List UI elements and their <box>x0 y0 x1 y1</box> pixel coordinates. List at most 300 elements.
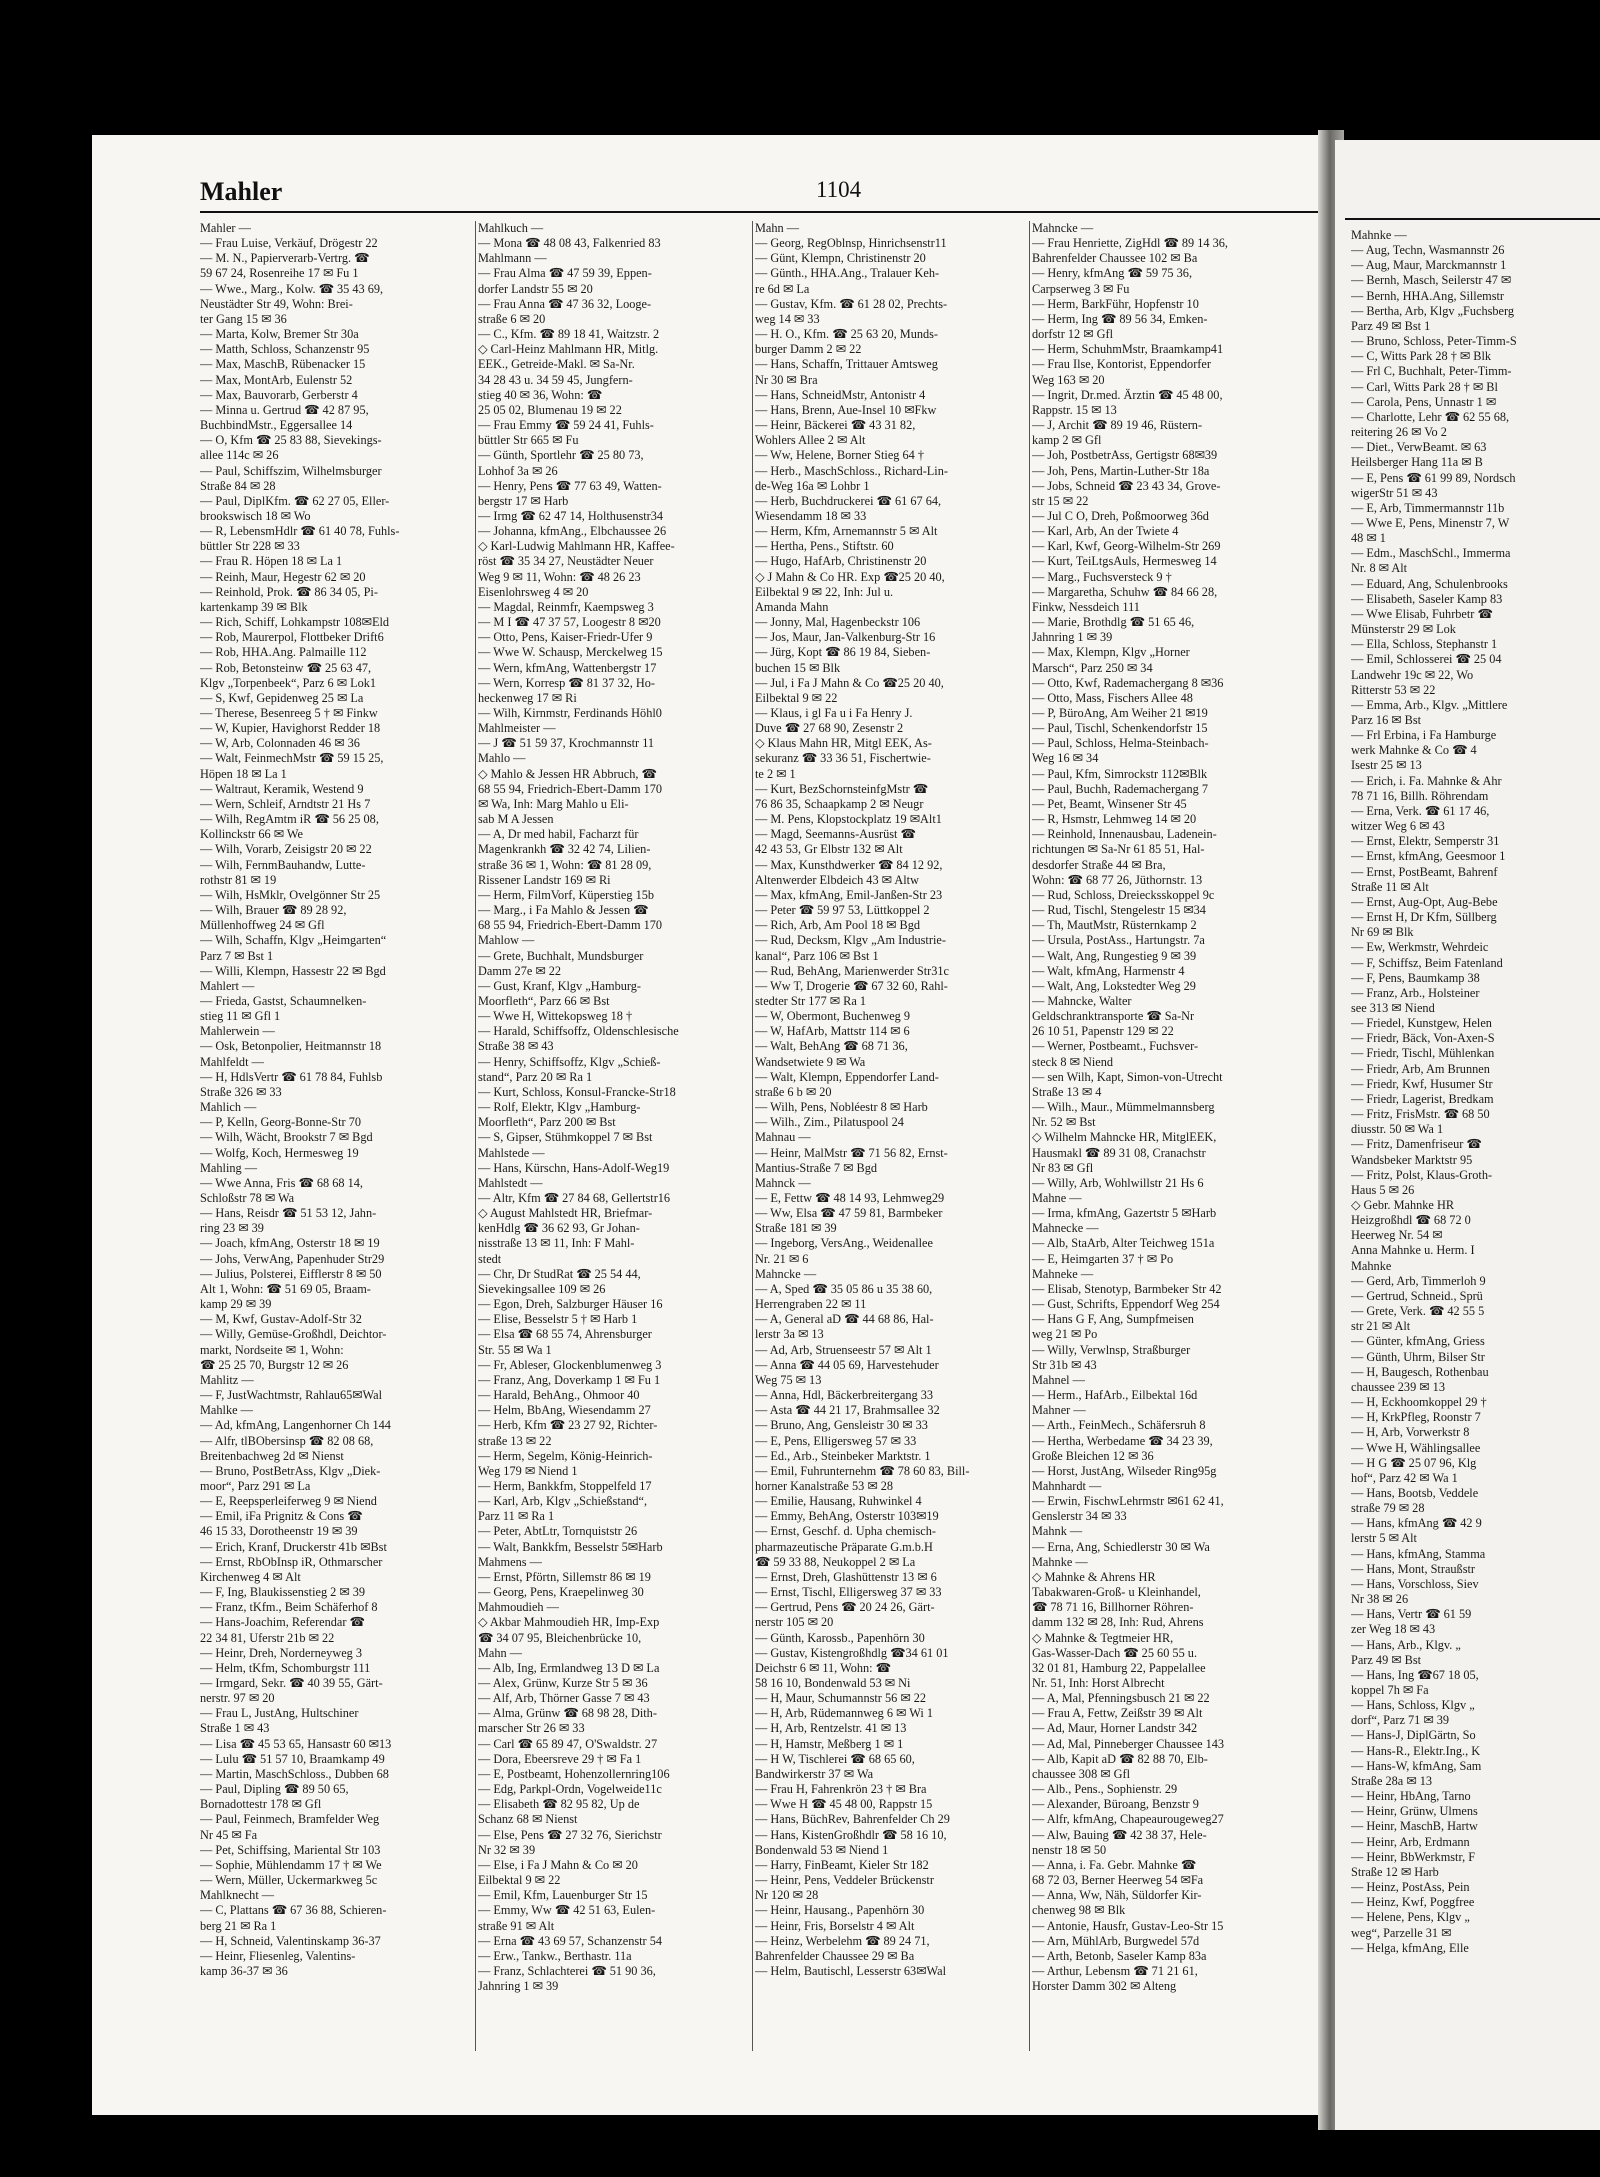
directory-entry-line: — Wilh, RegAmtm iR ☎ 56 25 08, <box>200 812 379 827</box>
directory-entry-line: — Ernst, RbObInsp iR, Othmarscher <box>200 1554 383 1569</box>
directory-entry-line: — Heinr, Fris, Borselstr 4 ✉ Alt <box>755 1918 915 1933</box>
directory-entry-line: — Hans, kfmAng, Stamma <box>1351 1546 1486 1561</box>
directory-entry-line: — Erich, i. Fa. Mahnke & Ahr <box>1351 773 1502 788</box>
directory-entry-line: — Emmy, Ww ☎ 42 51 63, Eulen- <box>478 1903 656 1918</box>
directory-entry-line: — Helm, Bautischl, Lesserstr 63✉Wal <box>755 1963 946 1978</box>
directory-entry-line: Wandsetwiete 9 ✉ Wa <box>755 1054 866 1069</box>
directory-column-3 <box>755 221 1031 1979</box>
directory-entry-line: Alt 1, Wohn: ☎ 51 69 05, Braam- <box>200 1281 371 1296</box>
directory-entry-line: Mahnke — <box>1032 1554 1088 1569</box>
directory-entry-line: — Heinr, Fliesenleg, Valentins- <box>200 1948 356 1963</box>
directory-entry-line: — Margaretha, Schuhw ☎ 84 66 28, <box>1032 584 1218 599</box>
directory-entry-line: zer Weg 18 ✉ 43 <box>1351 1622 1436 1637</box>
directory-entry-line: Heizgroßhdl ☎ 68 72 0 <box>1351 1213 1471 1228</box>
directory-entry-line: diusstr. 50 ✉ Wa 1 <box>1351 1122 1444 1137</box>
directory-entry-line: — A, General aD ☎ 44 68 86, Hal- <box>755 1312 934 1327</box>
directory-entry-line: — Gertrud, Schneid., Sprü <box>1351 1288 1483 1303</box>
directory-entry-line: stand“, Parz 20 ✉ Ra 1 <box>478 1069 593 1084</box>
directory-entry-line: Damm 27e ✉ 22 <box>478 963 562 978</box>
directory-entry-line: — Herm, BarkFühr, Hopfenstr 10 <box>1032 296 1199 311</box>
directory-entry-line: — Paul, DiplKfm. ☎ 62 27 05, Eller- <box>200 493 390 508</box>
directory-entry-line: — Ursula, PostAss., Hartungstr. 7a <box>1032 933 1205 948</box>
directory-entry-line: Parz 16 ✉ Bst <box>1351 713 1422 727</box>
directory-entry-line: Mahmens — <box>478 1554 542 1569</box>
directory-entry-line: — Heinr, Hausang., Papenhörn 30 <box>755 1903 925 1918</box>
directory-entry-line: Ritterstr 53 ✉ 22 <box>1351 682 1436 697</box>
directory-entry-line: — Helm, BbAng, Wiesendamm 27 <box>478 1403 651 1418</box>
directory-entry-line: — Kurt, BezSchornsteinfgMstr ☎ <box>755 781 929 796</box>
directory-entry-line: Nr. 8 ✉ Alt <box>1351 561 1408 576</box>
directory-entry-line: Mantius-Straße 7 ✉ Bgd <box>755 1160 877 1175</box>
directory-entry-line: Str. 55 ✉ Wa 1 <box>478 1342 552 1357</box>
directory-entry-line: — M. N., Papierverarb-Vertrg. ☎ <box>200 251 370 266</box>
directory-entry-line: — Emilie, Hausang, Ruhwinkel 4 <box>755 1494 922 1509</box>
directory-entry-line: — Wwe H, Wählingsallee <box>1351 1440 1481 1455</box>
directory-entry-line: — Otto, Kwf, Rademachergang 8 ✉36 <box>1032 675 1224 690</box>
page-header <box>200 177 1327 207</box>
directory-entry-line: — Rich, Arb, Am Pool 18 ✉ Bgd <box>755 918 921 933</box>
directory-entry-line: Nr 83 ✉ Gfl <box>1032 1160 1094 1175</box>
directory-entry-line: — Klaus, i gl Fa u i Fa Henry J. <box>755 706 913 720</box>
directory-entry-line: — Harald, BehAng., Ohmoor 40 <box>478 1388 640 1403</box>
directory-entry-line: Eilbektal 9 ✉ 22 <box>478 1873 561 1888</box>
directory-entry-line: Mahlich — <box>200 1100 257 1115</box>
directory-entry-line: — Willi, Klempn, Hassestr 22 ✉ Bgd <box>200 963 386 978</box>
directory-entry-line: Heerweg Nr. 54 ✉ <box>1351 1228 1443 1243</box>
directory-entry-line: Mahncke — <box>1032 221 1094 235</box>
directory-entry-line: Straße 28a ✉ 13 <box>1351 1773 1432 1788</box>
directory-entry-line: burger Damm 2 ✉ 22 <box>755 342 862 357</box>
directory-entry-line: — Wilh, Wächt, Brookstr 7 ✉ Bgd <box>200 1130 373 1145</box>
directory-entry-line: — Frl C, Buchhalt, Peter-Timm- <box>1351 364 1512 379</box>
directory-entry-line: 78 71 16, Billh. Röhrendam <box>1351 788 1489 803</box>
directory-entry-line: — Elisabeth ☎ 82 95 82, Up de <box>478 1797 640 1812</box>
directory-entry-line: re 6d ✉ La <box>755 281 810 296</box>
directory-entry-line: — Walt, kfmAng, Harmenstr 4 <box>1032 963 1185 978</box>
directory-entry-line: Bornadottestr 178 ✉ Gfl <box>200 1797 322 1812</box>
directory-entry-line: Eilbektal 9 ✉ 22, Inh: Jul u. <box>755 584 894 599</box>
directory-entry-line: — Elisab, Stenotyp, Barmbeker Str 42 <box>1032 1281 1222 1296</box>
directory-entry-line: 32 01 81, Hamburg 22, Pappelallee <box>1032 1660 1206 1675</box>
directory-entry-line: — Frieda, Gastst, Schaumnelken- <box>200 993 367 1008</box>
directory-entry-line: — Rich, Schiff, Lohkampstr 108✉Eld <box>200 615 390 630</box>
directory-entry-line: stedter Str 177 ✉ Ra 1 <box>755 993 867 1008</box>
directory-entry-line: — Erna ☎ 43 69 57, Schanzenstr 54 <box>478 1933 663 1948</box>
directory-entry-line: — Alfr, kfmAng, Chapeaurougeweg27 <box>1032 1812 1224 1827</box>
column-divider <box>752 221 753 2051</box>
directory-entry-line: — Max, Bauvorarb, Gerberstr 4 <box>200 387 358 402</box>
directory-entry-line: Wiesendamm 18 ✉ 33 <box>755 508 867 523</box>
directory-entry-line: Parz 49 ✉ Bst <box>1351 1652 1422 1667</box>
directory-entry-line: — Reinh, Maur, Hegestr 62 ✉ 20 <box>200 569 366 584</box>
directory-entry-line: — Heinr, Pens, Veddeler Brückenstr <box>755 1873 934 1888</box>
directory-entry-line: ◇ Wilhelm Mahncke HR, MitglEEK, <box>1032 1130 1217 1145</box>
directory-entry-line: — Fr, Ableser, Glockenblumenweg 3 <box>478 1357 662 1372</box>
directory-entry-line: — Günth., HHA.Ang., Tralauer Keh- <box>755 266 940 281</box>
directory-entry-line: — Paul, Feinmech, Bramfelder Weg <box>200 1812 380 1827</box>
directory-entry-line: — Joh, Pens, Martin-Luther-Str 18a <box>1032 463 1210 478</box>
directory-entry-line: — Günth, Uhrm, Bilser Str <box>1351 1349 1485 1364</box>
directory-entry-line: kartenkamp 39 ✉ Blk <box>200 599 308 614</box>
directory-entry-line: — Wilh, Kirnmstr, Ferdinands Höhl0 <box>478 706 662 720</box>
directory-entry-line: Weg 9 ✉ 11, Wohn: ☎ 48 26 23 <box>478 569 641 584</box>
directory-entry-line: — Max, MaschB, Rübenacker 15 <box>200 357 366 372</box>
directory-entry-line: — Fritz, FrisMstr. ☎ 68 50 <box>1351 1107 1490 1122</box>
directory-entry-line: Tabakwaren-Groß- u Kleinhandel, <box>1032 1585 1201 1600</box>
directory-entry-line: — Waltraut, Keramik, Westend 9 <box>200 781 364 796</box>
directory-entry-line: 68 55 94, Friedrich-Ebert-Damm 170 <box>478 781 663 796</box>
directory-entry-line: brookswisch 18 ✉ Wo <box>200 508 311 523</box>
directory-entry-line: ter Gang 15 ✉ 36 <box>200 311 287 326</box>
directory-entry-line: — Henry, kfmAng ☎ 59 75 36, <box>1032 266 1193 281</box>
directory-entry-line: — Heinr, HbAng, Tarno <box>1351 1789 1471 1804</box>
directory-entry-line: — Grete, Verk. ☎ 42 55 5 <box>1351 1304 1485 1319</box>
directory-entry-line: — Herb, Buchdruckerei ☎ 61 67 64, <box>755 493 942 508</box>
directory-entry-line: werk Mahnke & Co ☎ 4 <box>1351 743 1477 758</box>
directory-entry-line: — Chr, Dr StudRat ☎ 25 54 44, <box>478 1266 641 1281</box>
directory-entry-line: — Bernh, HHA.Ang, Sillemstr <box>1351 288 1505 303</box>
directory-entry-line: — Joh, PostbetrAss, Gertigstr 68✉39 <box>1032 448 1218 463</box>
directory-entry-line: — Arth, Betonb, Saseler Kamp 83a <box>1032 1948 1207 1963</box>
directory-entry-line: — Arn, MühlArb, Burgwedel 57d <box>1032 1933 1200 1948</box>
directory-entry-line: Weg 163 ✉ 20 <box>1032 372 1105 387</box>
directory-entry-line: — Heinr, MaschB, Hartw <box>1351 1819 1478 1834</box>
directory-entry-line: Mahling — <box>200 1160 258 1175</box>
directory-entry-line: — H, Baugesch, Rothenbau <box>1351 1364 1489 1379</box>
directory-entry-line: kamp 2 ✉ Gfl <box>1032 433 1102 448</box>
directory-entry-line: — Emmy, BehAng, Osterstr 103✉19 <box>755 1509 939 1524</box>
directory-entry-line: — Jos, Maur, Jan-Valkenburg-Str 16 <box>755 630 936 645</box>
directory-entry-line: Große Bleichen 12 ✉ 36 <box>1032 1448 1154 1463</box>
directory-entry-line: — Wilh, HsMklr, Ovelgönner Str 25 <box>200 887 381 902</box>
directory-entry-line: ◇ Karl-Ludwig Mahlmann HR, Kaffee- <box>478 539 675 554</box>
directory-entry-line: — Ww, Elsa ☎ 47 59 81, Barmbeker <box>755 1206 943 1221</box>
directory-entry-line: Mahlert — <box>200 978 255 993</box>
directory-entry-line: Lohhof 3a ✉ 26 <box>478 463 558 478</box>
directory-entry-line: — J, Archit ☎ 89 19 46, Rüstern- <box>1032 418 1203 433</box>
directory-entry-line: — Magdal, Reinmfr, Kaempsweg 3 <box>478 599 654 614</box>
directory-entry-line: — Hertha, Werbedame ☎ 34 23 39, <box>1032 1433 1213 1448</box>
directory-entry-line: pharmazeutische Präparate G.m.b.H <box>755 1539 933 1554</box>
directory-entry-line: — Paul, Dipling ☎ 89 50 65, <box>200 1782 349 1797</box>
directory-entry-line: — Max, kfmAng, Emil-Janßen-Str 23 <box>755 887 943 902</box>
directory-entry-line: — A, Dr med habil, Facharzt für <box>478 827 639 842</box>
directory-entry-line: sab M A Jessen <box>478 812 554 827</box>
directory-entry-line: — Kurt, TeiLtgsAuls, Hermesweg 14 <box>1032 554 1217 569</box>
directory-entry-line: — Th, MautMstr, Rüsternkamp 2 <box>1032 918 1197 933</box>
directory-entry-line: straße 6 b ✉ 20 <box>755 1084 832 1099</box>
directory-entry-line: — Heinr, Arb, Erdmann <box>1351 1834 1470 1849</box>
directory-entry-line: — E, Pens, Elligersweg 57 ✉ 33 <box>755 1433 917 1448</box>
directory-entry-line: — Herb., MaschSchloss., Richard-Lin- <box>755 463 948 478</box>
directory-entry-line: — J ☎ 51 59 37, Krochmannstr 11 <box>478 736 655 751</box>
directory-entry-line: Mahnel — <box>1032 1372 1085 1387</box>
directory-entry-line: — Herm, Ing ☎ 89 56 34, Emken- <box>1032 311 1208 326</box>
directory-entry-line: Schloßstr 78 ✉ Wa <box>200 1191 295 1205</box>
directory-entry-line: str 15 ✉ 22 <box>1032 493 1089 508</box>
directory-entry-line: — Marie, Brothdlg ☎ 51 65 46, <box>1032 615 1195 630</box>
directory-entry-line: Parz 7 ✉ Bst 1 <box>200 948 274 963</box>
directory-entry-line: — C, Plattans ☎ 67 36 88, Schieren- <box>200 1903 387 1918</box>
directory-entry-line: ◇ Carl-Heinz Mahlmann HR, Mitlg. <box>478 342 659 357</box>
directory-entry-line: damm 132 ✉ 28, Inh: Rud, Ahrens <box>1032 1615 1204 1630</box>
directory-entry-line: marscher Str 26 ✉ 33 <box>478 1721 585 1736</box>
directory-entry-line: ◇ Akbar Mahmoudieh HR, Imp-Exp <box>478 1615 660 1630</box>
directory-entry-line: ☎ 78 71 16, Billhorner Röhren- <box>1032 1600 1194 1615</box>
directory-entry-line: — W, Kupier, Havighorst Redder 18 <box>200 721 381 736</box>
directory-entry-line: chaussee 308 ✉ Gfl <box>1032 1766 1131 1781</box>
directory-entry-line: — Sophie, Mühlendamm 17 † ✉ We <box>200 1857 382 1872</box>
directory-entry-line: Schanz 68 ✉ Nienst <box>478 1812 578 1827</box>
directory-entry-line: — Emil, Schlosserei ☎ 25 04 <box>1351 652 1502 667</box>
directory-entry-line: — Ad, Arb, Struenseestr 57 ✉ Alt 1 <box>755 1342 932 1357</box>
directory-entry-line: — Heinr, MalMstr ☎ 71 56 82, Ernst- <box>755 1145 948 1160</box>
directory-entry-line: — Ew, Werkmstr, Wehrdeic <box>1351 940 1489 955</box>
directory-entry-line: — F, Pens, Baumkamp 38 <box>1351 970 1480 985</box>
directory-entry-line: 58 16 10, Bondenwald 53 ✉ Ni <box>755 1676 911 1690</box>
directory-entry-line: ☎ 25 25 70, Burgstr 12 ✉ 26 <box>200 1357 349 1372</box>
directory-entry-line: Nr 38 ✉ 26 <box>1351 1592 1409 1607</box>
directory-entry-line: — Heinr, Dreh, Norderneyweg 3 <box>200 1645 363 1660</box>
directory-entry-line: ◇ Mahnke & Tegtmeier HR, <box>1032 1630 1174 1645</box>
right-page <box>1335 140 1600 2130</box>
directory-entry-line: — A, Mal, Pfenningsbusch 21 ✉ 22 <box>1032 1691 1210 1706</box>
directory-entry-line: Mahner — <box>1032 1403 1086 1418</box>
directory-entry-line: — Ad, Maur, Horner Landstr 342 <box>1032 1721 1198 1736</box>
directory-entry-line: Heilsberger Hang 11a ✉ B <box>1351 455 1483 470</box>
directory-entry-line: Bandwirkerstr 37 ✉ Wa <box>755 1766 874 1781</box>
directory-entry-line: — Else, Pens ☎ 27 32 76, Sierichstr <box>478 1827 662 1842</box>
directory-entry-line: — Herm, Kfm, Arnemannstr 5 ✉ Alt <box>755 524 938 539</box>
directory-entry-line: — Hans, Ing ☎67 18 05, <box>1351 1667 1479 1682</box>
directory-entry-line: — Frau A, Fettw, Zeißstr 39 ✉ Alt <box>1032 1706 1203 1721</box>
directory-entry-line: ☎ 59 33 88, Neukoppel 2 ✉ La <box>755 1554 916 1569</box>
directory-entry-line: Mahlmann — <box>478 251 547 266</box>
directory-entry-line: — Paul, Schloss, Helma-Steinbach- <box>1032 736 1209 751</box>
directory-entry-line: — Frau R. Höpen 18 ✉ La 1 <box>200 554 343 569</box>
directory-entry-line: Altenwerder Elbdeich 43 ✉ Altw <box>755 872 919 887</box>
directory-entry-line: — Hans, SchneidMstr, Antonistr 4 <box>755 387 926 402</box>
directory-entry-line: Straße 326 ✉ 33 <box>200 1084 282 1099</box>
directory-entry-line: Straße 38 ✉ 43 <box>478 1039 554 1054</box>
directory-entry-line: — Anna, i. Fa. Gebr. Mahnke ☎ <box>1032 1857 1197 1872</box>
directory-entry-line: Rappstr. 15 ✉ 13 <box>1032 402 1117 417</box>
directory-entry-line: nisstraße 13 ✉ 11, Inh: F Mahl- <box>478 1236 635 1251</box>
directory-column-1 <box>200 221 476 1979</box>
directory-entry-line: Mahnau — <box>755 1130 811 1145</box>
directory-entry-line: te 2 ✉ 1 <box>755 766 796 781</box>
directory-entry-line: — R, LebensmHdlr ☎ 61 40 78, Fuhls- <box>200 524 400 539</box>
directory-entry-line: Wohlers Allee 2 ✉ Alt <box>755 433 866 448</box>
directory-entry-line: Moorfleth“, Parz 200 ✉ Bst <box>478 1115 616 1130</box>
directory-entry-line: — Matth, Schloss, Schanzenstr 95 <box>200 342 370 357</box>
directory-entry-line: — H, Schneid, Valentinskamp 36-37 <box>200 1933 381 1948</box>
directory-entry-line: — Elsa ☎ 68 55 74, Ahrensburger <box>478 1327 652 1342</box>
directory-entry-line: chaussee 239 ✉ 13 <box>1351 1379 1445 1394</box>
directory-entry-line: Eilbektal 9 ✉ 22 <box>755 690 838 705</box>
directory-entry-line: ◇ Klaus Mahn HR, Mitgl EEK, As- <box>755 736 932 751</box>
directory-entry-line: stieg 40 ✉ 36, Wohn: ☎ <box>478 387 603 402</box>
directory-entry-line: — Hans, kfmAng ☎ 42 9 <box>1351 1516 1482 1531</box>
directory-entry-line: Kollinckstr 66 ✉ We <box>200 827 304 842</box>
directory-entry-line: nerstr 105 ✉ 20 <box>755 1615 834 1630</box>
directory-entry-line: lerstr 3a ✉ 13 <box>755 1327 824 1342</box>
directory-entry-line: Mahlow — <box>478 933 535 948</box>
directory-entry-line: — Ww T, Drogerie ☎ 67 32 60, Rahl- <box>755 978 948 993</box>
directory-entry-line: — W, Obermont, Buchenweg 9 <box>755 1009 911 1024</box>
directory-entry-line: Straße 84 ✉ 28 <box>200 478 276 493</box>
directory-entry-line: ◇ Mahnke & Ahrens HR <box>1032 1569 1156 1584</box>
directory-entry-line: — Erna, Ang, Schiedlerstr 30 ✉ Wa <box>1032 1539 1210 1554</box>
directory-entry-line: — Ad, kfmAng, Langenhorner Ch 144 <box>200 1418 391 1433</box>
header-rule <box>1345 218 1600 220</box>
directory-entry-line: — Rud, Schloss, Dreiecksskoppel 9c <box>1032 887 1215 902</box>
directory-entry-line: Straße 12 ✉ Harb <box>1351 1864 1439 1879</box>
directory-entry-line: — Alb, Kapit aD ☎ 82 88 70, Elb- <box>1032 1751 1208 1766</box>
directory-entry-line: — Hans, Vertr ☎ 61 59 <box>1351 1607 1472 1622</box>
directory-entry-line: — Gustav, Kistengroßhdlg ☎34 61 01 <box>755 1645 949 1660</box>
directory-entry-line: — Wilh, FernmBauhandw, Lutte- <box>200 857 366 872</box>
directory-entry-line: büttler Str 665 ✉ Fu <box>478 433 579 448</box>
directory-entry-line: — E, Postbeamt, Hohenzollernring106 <box>478 1766 670 1781</box>
directory-entry-line: — Ernst, Dreh, Glashüttenstr 13 ✉ 6 <box>755 1569 937 1584</box>
directory-entry-line: Straße 13 ✉ 4 <box>1032 1084 1102 1099</box>
directory-entry-line: Mahlstedt — <box>478 1175 543 1190</box>
directory-entry-line: Nr 45 ✉ Fa <box>200 1827 258 1842</box>
directory-entry-line: Jahnring 1 ✉ 39 <box>478 1979 559 1994</box>
directory-entry-line: — Franz, Schlachterei ☎ 51 90 36, <box>478 1963 656 1978</box>
directory-entry-line: — Wwe E, Pens, Minenstr 7, W <box>1351 515 1510 530</box>
directory-entry-line: — M. Pens, Klopstockplatz 19 ✉Alt1 <box>755 812 942 827</box>
directory-entry-line: Mahnhardt — <box>1032 1478 1102 1493</box>
directory-entry-line: — Werner, Postbeamt., Fuchsver- <box>1032 1039 1199 1054</box>
directory-entry-line: — Erw., Tankw., Berthastr. 11a <box>478 1948 632 1963</box>
directory-entry-line: Mahn — <box>755 221 800 235</box>
directory-entry-line: — E, Fettw ☎ 48 14 93, Lehmweg29 <box>755 1191 945 1205</box>
directory-entry-line: — Grete, Buchhalt, Mundsburger <box>478 948 644 963</box>
directory-entry-line: — Minna u. Gertrud ☎ 42 87 95, <box>200 402 369 417</box>
directory-entry-line: — Alb, Ing, Ermlandweg 13 D ✉ La <box>478 1660 660 1675</box>
directory-entry-line: — Mona ☎ 48 08 43, Falkenried 83 <box>478 236 661 251</box>
directory-entry-line: — Franz, Ang, Doverkamp 1 ✉ Fu 1 <box>478 1372 661 1387</box>
directory-entry-line: Mahnck — <box>755 1175 811 1190</box>
directory-entry-line: — Heinr, Grünw, Ulmens <box>1351 1804 1478 1819</box>
directory-entry-line: — Wilh, Pens, Nobléestr 8 ✉ Harb <box>755 1100 928 1115</box>
directory-entry-line: — Rob, HHA.Ang. Palmaille 112 <box>200 645 367 660</box>
directory-entry-line: — Aug, Techn, Wasmannstr 26 <box>1351 243 1505 258</box>
directory-entry-line: bergstr 17 ✉ Harb <box>478 493 569 508</box>
directory-entry-line: — H, HdlsVertr ☎ 61 78 84, Fuhlsb <box>200 1069 383 1084</box>
directory-entry-line: — Bruno, PostBetrAss, Klgv „Diek- <box>200 1463 381 1478</box>
directory-entry-line: — Willy, Gemüse-Großhdl, Deichtor- <box>200 1327 387 1342</box>
directory-entry-line: — Ernst H, Dr Kfm, Süllberg <box>1351 910 1497 925</box>
directory-entry-line: — Asta ☎ 44 21 17, Brahmsallee 32 <box>755 1403 940 1418</box>
directory-entry-line: — Marta, Kolw, Bremer Str 30a <box>200 327 359 342</box>
directory-entry-line: Amanda Mahn <box>755 599 829 614</box>
directory-entry-line: — Anna, Ww, Näh, Süldorfer Kir- <box>1032 1888 1202 1903</box>
directory-entry-line: Rissener Landstr 169 ✉ Ri <box>478 872 611 887</box>
directory-entry-line: Finkw, Nessdeich 111 <box>1032 599 1140 614</box>
directory-entry-line: — Walt, FeinmechMstr ☎ 59 15 25, <box>200 751 384 766</box>
directory-entry-line: — Karl, Arb, An der Twiete 4 <box>1032 524 1179 539</box>
directory-entry-line: — Emil, iFa Prignitz & Cons ☎ <box>200 1509 363 1524</box>
directory-entry-line: — Hugo, HafArb, Christinenstr 20 <box>755 554 927 569</box>
directory-entry-line: — Else, i Fa J Mahn & Co ✉ 20 <box>478 1857 638 1872</box>
directory-entry-line: stedt <box>478 1251 502 1266</box>
directory-entry-line: — Frau L, JustAng, Hultschiner <box>200 1706 359 1721</box>
directory-entry-line: — Hans, Schloss, Klgv „ <box>1351 1698 1475 1713</box>
directory-entry-line: — Gust, Schrifts, Eppendorf Weg 254 <box>1032 1297 1220 1312</box>
directory-entry-line: Mahlstede — <box>478 1145 545 1160</box>
directory-entry-line: 48 ✉ 1 <box>1351 531 1386 546</box>
column-divider <box>1029 221 1030 2051</box>
directory-entry-line: — Pet, Schiffsing, Mariental Str 103 <box>200 1842 381 1857</box>
directory-entry-line: — Günt, Klempn, Christinenstr 20 <box>755 251 926 266</box>
directory-entry-line: Parz 11 ✉ Ra 1 <box>478 1509 555 1524</box>
directory-entry-line: — S, Gipser, Stühmkoppel 7 ✉ Bst <box>478 1130 653 1145</box>
directory-entry-line: 68 72 03, Berner Heerweg 54 ✉Fa <box>1032 1873 1204 1888</box>
directory-entry-line: — Bernh, Masch, Seilerstr 47 ✉ <box>1351 273 1512 288</box>
directory-entry-line: — Wwe Elisab, Fuhrbetr ☎ <box>1351 606 1493 621</box>
directory-entry-line: — Frau Luise, Verkäuf, Drögestr 22 <box>200 236 378 251</box>
directory-entry-line: — Wwe H, Wittekopsweg 18 † <box>478 1009 633 1024</box>
directory-entry-line: — Otto, Mass, Fischers Allee 48 <box>1032 690 1193 705</box>
directory-entry-line: — Emil, Kfm, Lauenburger Str 15 <box>478 1888 648 1903</box>
directory-entry-line: Mahler — <box>200 221 251 235</box>
directory-entry-line: — Emil, Fuhrunternehm ☎ 78 60 83, Bill- <box>755 1463 970 1478</box>
directory-entry-line: heckenweg 17 ✉ Ri <box>478 690 577 705</box>
directory-entry-line: Mahnke <box>1351 1258 1392 1273</box>
directory-entry-line: — E, Heimgarten 37 † ✉ Po <box>1032 1251 1174 1266</box>
directory-entry-line: — Frl Erbina, i Fa Hamburge <box>1351 728 1497 743</box>
directory-entry-line: Mahne — <box>1032 1191 1082 1205</box>
directory-entry-line: Mahlitz — <box>200 1372 254 1387</box>
directory-entry-line: Hausmakl ☎ 89 31 08, Cranachstr <box>1032 1145 1206 1160</box>
directory-entry-line: — Bertha, Arb, Klgv „Fuchsberg <box>1351 303 1515 318</box>
directory-column-right <box>1351 228 1600 1956</box>
directory-entry-line: — Max, Klempn, Klgv „Horner <box>1032 645 1190 660</box>
directory-entry-line: — sen Wilh, Kapt, Simon-von-Utrecht <box>1032 1069 1223 1084</box>
directory-entry-line: — Carl, Witts Park 28 † ✉ Bl <box>1351 379 1498 394</box>
directory-entry-line: ◇ Gebr. Mahnke HR <box>1351 1198 1455 1212</box>
directory-entry-line: str 21 ✉ Alt <box>1351 1319 1411 1334</box>
directory-entry-line: — Jonny, Mal, Hagenbeckstr 106 <box>755 615 921 630</box>
directory-entry-line: — Emma, Arb., Klgv. „Mittlere <box>1351 697 1508 712</box>
directory-entry-line: — Frau H, Fahrenkrön 23 † ✉ Bra <box>755 1782 927 1797</box>
directory-entry-line: — Herm, Segelm, König-Heinrich- <box>478 1448 653 1463</box>
directory-entry-line: — Reinhold, Innenausbau, Ladenein- <box>1032 827 1217 842</box>
directory-entry-line: 46 15 33, Dorotheenstr 19 ✉ 39 <box>200 1524 358 1539</box>
directory-entry-line: — Herb, Kfm ☎ 23 27 92, Richter- <box>478 1418 658 1433</box>
directory-entry-line: Straße 11 ✉ Alt <box>1351 879 1429 894</box>
directory-entry-line: dorf“, Parz 71 ✉ 39 <box>1351 1713 1450 1728</box>
directory-entry-line: — Ingeborg, VersAng., Weidenallee <box>755 1236 933 1251</box>
directory-entry-line: — Hans-W, kfmAng, Sam <box>1351 1758 1482 1773</box>
directory-entry-line: — Arthur, Lebensm ☎ 71 21 61, <box>1032 1963 1198 1978</box>
directory-entry-line: ✉ Wa, Inh: Marg Mahlo u Eli- <box>478 796 629 811</box>
directory-entry-line: sekuranz ☎ 33 36 51, Fischertwie- <box>755 751 931 766</box>
directory-entry-line: — Erich, Kranf, Druckerstr 41b ✉Bst <box>200 1539 387 1554</box>
directory-entry-line: — Lulu ☎ 51 57 10, Braamkamp 49 <box>200 1751 385 1766</box>
directory-entry-line: — Julius, Polsterei, Eifflerstr 8 ✉ 50 <box>200 1266 382 1281</box>
directory-entry-line: — Max, Kunsthdwerker ☎ 84 12 92, <box>755 857 943 872</box>
directory-entry-line: — E, Pens ☎ 61 99 89, Nordsch <box>1351 470 1516 485</box>
directory-entry-line: — Günth, Karossb., Papenhörn 30 <box>755 1630 925 1645</box>
directory-entry-line: — Friedr, Arb, Am Brunnen <box>1351 1061 1490 1076</box>
directory-entry-line: — Irmg ☎ 62 47 14, Holthusenstr34 <box>478 508 664 523</box>
directory-entry-line: Nr 69 ✉ Blk <box>1351 925 1414 940</box>
directory-entry-line: — Ernst, PostBeamt, Bahrenf <box>1351 864 1498 879</box>
